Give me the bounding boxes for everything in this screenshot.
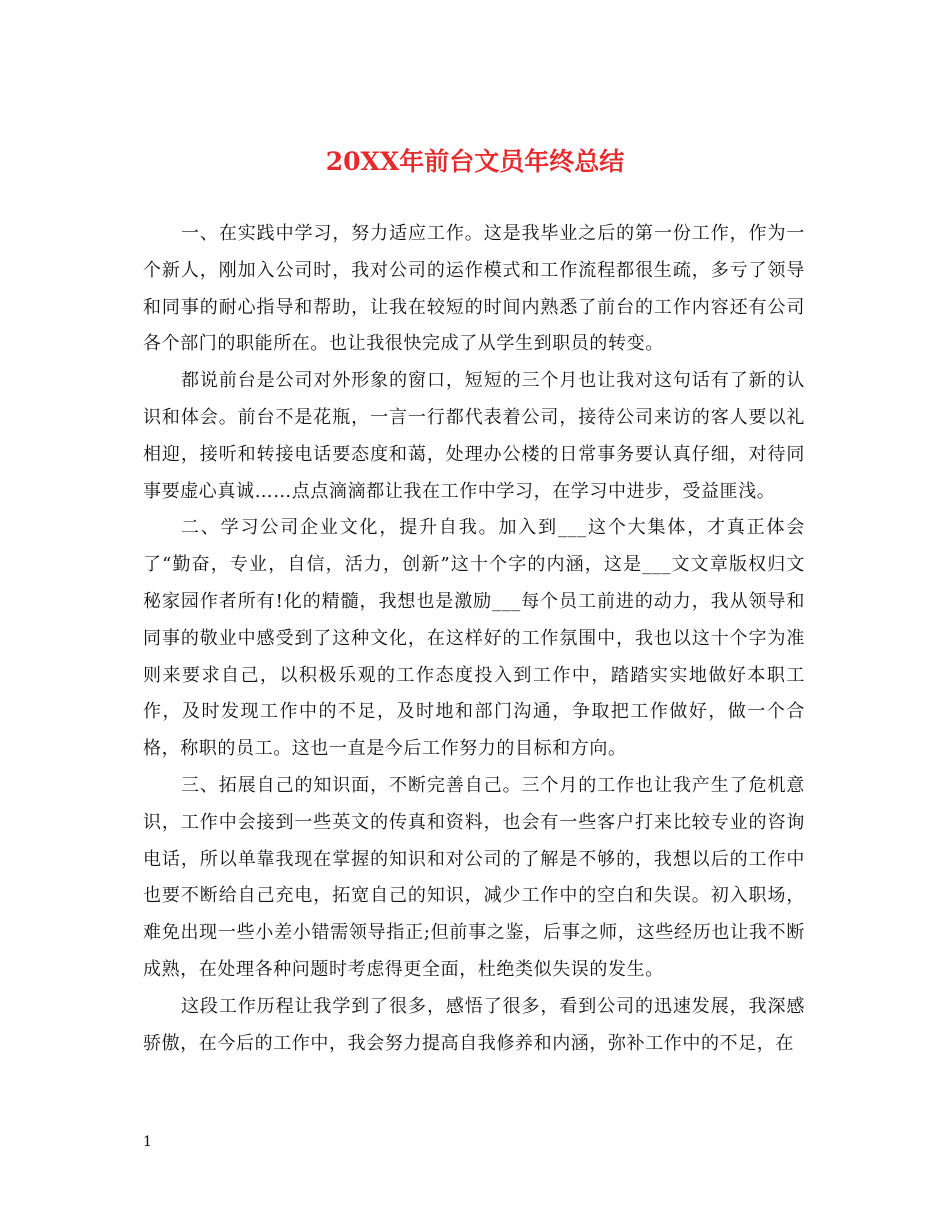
paragraph-4: 三、拓展自己的知识面，不断完善自己。三个月的工作也让我产生了危机意识，工作中会接到一些英文的传真和资料，也会有一些客户打来比较专业的咨询电话，所以单靠我现在掌握的知识和对公司的了解是不够的，我想以后的工作中也要不断给自己充电，拓宽自己的知识，减少工作中的空白和失误。初入职场，难免出现一些小差小错需领导指正;但前事之鉴，后事之师，这些经历也让我不断成熟，在处理各种问题时考虑得更全面，杜绝类似失误的发生。 xyxy=(143,774,805,980)
document-title: 20XX年前台文员年终总结 xyxy=(325,147,625,176)
paragraph-5: 这段工作历程让我学到了很多，感悟了很多，看到公司的迅速发展，我深感骄傲，在今后的工作中，我会努力提高自我修养和内涵，弥补工作中的不足，在 xyxy=(143,995,805,1054)
page-number: 1 xyxy=(143,1134,152,1150)
document-body xyxy=(143,216,805,1062)
paragraph-1: 一、在实践中学习，努力适应工作。这是我毕业之后的第一份工作，作为一个新人，刚加入公司时，我对公司的运作模式和工作流程都很生疏，多亏了领导和同事的耐心指导和帮助，让我在较短的时间内熟悉了前台的工作内容还有公司各个部门的职能所在。也让我很快完成了从学生到职员的转变。 xyxy=(143,223,805,355)
paragraph-2: 都说前台是公司对外形象的窗口，短短的三个月也让我对这句话有了新的认识和体会。前台不是花瓶，一言一行都代表着公司，接待公司来访的客人要以礼相迎，接听和转接电话要态度和蔼，处理办公楼的日常事务要认真仔细，对待同事要虚心真诚……点点滴滴都让我在工作中学习，在学习中进步，受益匪浅。 xyxy=(143,370,805,502)
paragraph-3: 二、学习公司企业文化，提升自我。加入到___这个大集体，才真正体会了“勤奋，专业，自信，活力，创新”这十个字的内涵，这是___文文章版权归文秘家园作者所有!化的精髓，我想也是激励___每个员工前进的动力，我从领导和同事的敬业中感受到了这种文化，在这样好的工作氛围中，我也以这十个字为准则来要求自己，以积极乐观的工作态度投入到工作中，踏踏实实地做好本职工作，及时发现工作中的不足，及时地和部门沟通，争取把工作做好，做一个合格，称职的员工。这也一直是今后工作努力的目标和方向。 xyxy=(143,517,805,760)
